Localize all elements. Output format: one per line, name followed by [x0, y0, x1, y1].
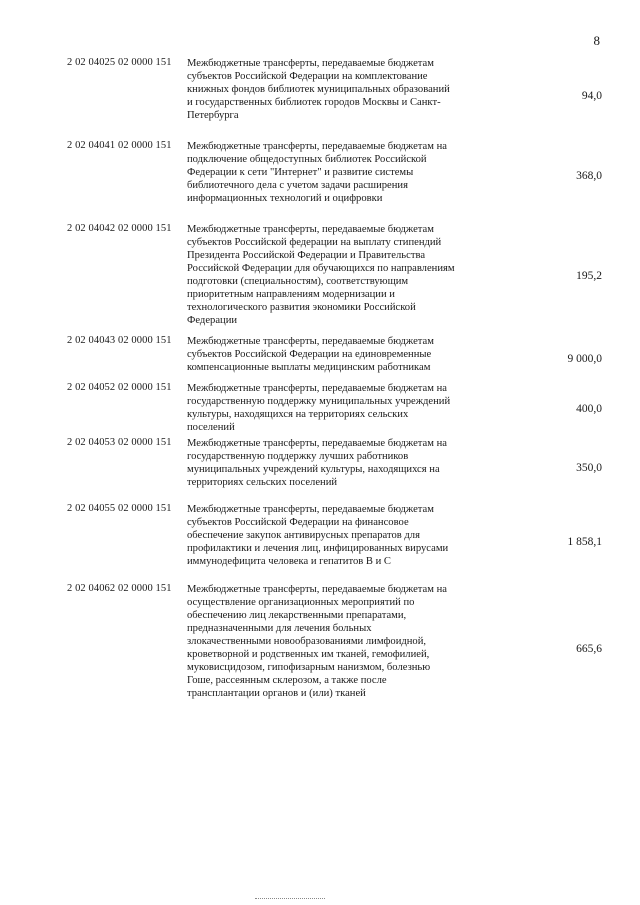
- row-description: [187, 503, 497, 568]
- description-line: муниципальных учреждений культуры, находящихся на: [187, 464, 440, 475]
- description-line: Петербурга: [187, 110, 239, 121]
- page-number: 8: [593, 33, 600, 48]
- budget-code: 2 02 04041 02 0000 151: [67, 140, 172, 151]
- budget-code: 2 02 04025 02 0000 151: [67, 57, 172, 68]
- budget-code: 2 02 04055 02 0000 151: [67, 503, 172, 514]
- scan-artifact: [255, 898, 325, 902]
- row-description: [187, 382, 497, 434]
- budget-code: 2 02 04062 02 0000 151: [67, 583, 172, 594]
- description-line: кроветворной и родственных им тканей, гемофилией,: [187, 649, 430, 660]
- description-line: Федерации к сети "Интернет" и развитие системы: [187, 167, 414, 178]
- description-line: злокачественными новообразованиями лимфоидной,: [187, 636, 427, 647]
- description-line: Межбюджетные трансферты, передаваемые бюджетам: [187, 336, 434, 347]
- description-line: приоритетным направлениям модернизации и: [187, 289, 395, 300]
- description-line: Межбюджетные трансферты, передаваемые бюджетам на: [187, 584, 447, 595]
- description-line: трансплантации органов и (или) тканей: [187, 688, 366, 699]
- description-line: Российской Федерации для обучающихся по направлениям: [187, 263, 455, 274]
- row-description: [187, 335, 497, 374]
- description-line: книжных фондов библиотек муниципальных образований: [187, 84, 450, 95]
- description-line: муковисцидозом, гипофизарным нанизмом, болезнью: [187, 662, 431, 673]
- description-line: Межбюджетные трансферты, передаваемые бюджетам на: [187, 141, 447, 152]
- amount: 368,0: [576, 170, 602, 182]
- description-line: технологического развития экономики Российской: [187, 302, 416, 313]
- description-line: Межбюджетные трансферты, передаваемые бюджетам на: [187, 383, 447, 394]
- description-line: Межбюджетные трансферты, передаваемые бюджетам: [187, 224, 434, 235]
- amount: 195,2: [576, 270, 602, 282]
- budget-code: 2 02 04043 02 0000 151: [67, 335, 172, 346]
- description-line: субъектов Российской федерации на выплату стипендий: [187, 237, 442, 248]
- description-line: иммунодефицита человека и гепатитов В и С: [187, 556, 391, 567]
- description-line: Межбюджетные трансферты, передаваемые бюджетам на: [187, 438, 447, 449]
- budget-code: 2 02 04052 02 0000 151: [67, 382, 172, 393]
- amount: 400,0: [576, 403, 602, 415]
- description-line: Межбюджетные трансферты, передаваемые бюджетам: [187, 58, 434, 69]
- amount: 1 858,1: [567, 536, 602, 548]
- description-line: предназначенными для лечения больных: [187, 623, 372, 634]
- row-description: [187, 223, 497, 327]
- description-line: Федерации: [187, 315, 238, 326]
- description-line: и государственных библиотек городов Москвы и Санкт-: [187, 97, 441, 108]
- description-line: компенсационные выплаты медицинским работникам: [187, 362, 431, 373]
- amount: 94,0: [581, 90, 602, 102]
- amount: 9 000,0: [567, 353, 602, 365]
- description-line: Межбюджетные трансферты, передаваемые бюджетам: [187, 504, 434, 515]
- description-line: подключение общедоступных библиотек Российской: [187, 154, 427, 165]
- description-line: культуры, находящихся на территориях сельских: [187, 409, 409, 420]
- row-description: [187, 57, 497, 122]
- description-line: подготовки (специальностям), соответствующим: [187, 276, 409, 287]
- amount: 350,0: [576, 462, 602, 474]
- description-line: субъектов Российской Федерации на финансовое: [187, 517, 409, 528]
- budget-code: 2 02 04042 02 0000 151: [67, 223, 172, 234]
- description-line: обеспечение закупок антивирусных препаратов для: [187, 530, 420, 541]
- description-line: государственную поддержку муниципальных учреждений: [187, 396, 451, 407]
- description-line: профилактики и лечения лиц, инфицированных вирусами: [187, 543, 449, 554]
- description-line: Гоше, рассеянным склерозом, а также после: [187, 675, 387, 686]
- description-line: информационных технологий и оцифровки: [187, 193, 383, 204]
- description-line: территориях сельских поселений: [187, 477, 338, 488]
- description-line: библиотечного дела с учетом задачи расширения: [187, 180, 408, 191]
- description-line: субъектов Российской Федерации на комплектование: [187, 71, 428, 82]
- description-line: осуществление организационных мероприятий по: [187, 597, 415, 608]
- row-description: [187, 583, 497, 700]
- description-line: обеспечению лиц лекарственными препаратами,: [187, 610, 407, 621]
- row-description: [187, 437, 497, 489]
- budget-code: 2 02 04053 02 0000 151: [67, 437, 172, 448]
- description-line: субъектов Российской Федерации на единовременные: [187, 349, 432, 360]
- description-line: государственную поддержку лучших работников: [187, 451, 409, 462]
- amount: 665,6: [576, 643, 602, 655]
- row-description: [187, 140, 497, 205]
- description-line: Президента Российской Федерации и Правительства: [187, 250, 426, 261]
- description-line: поселений: [187, 422, 235, 433]
